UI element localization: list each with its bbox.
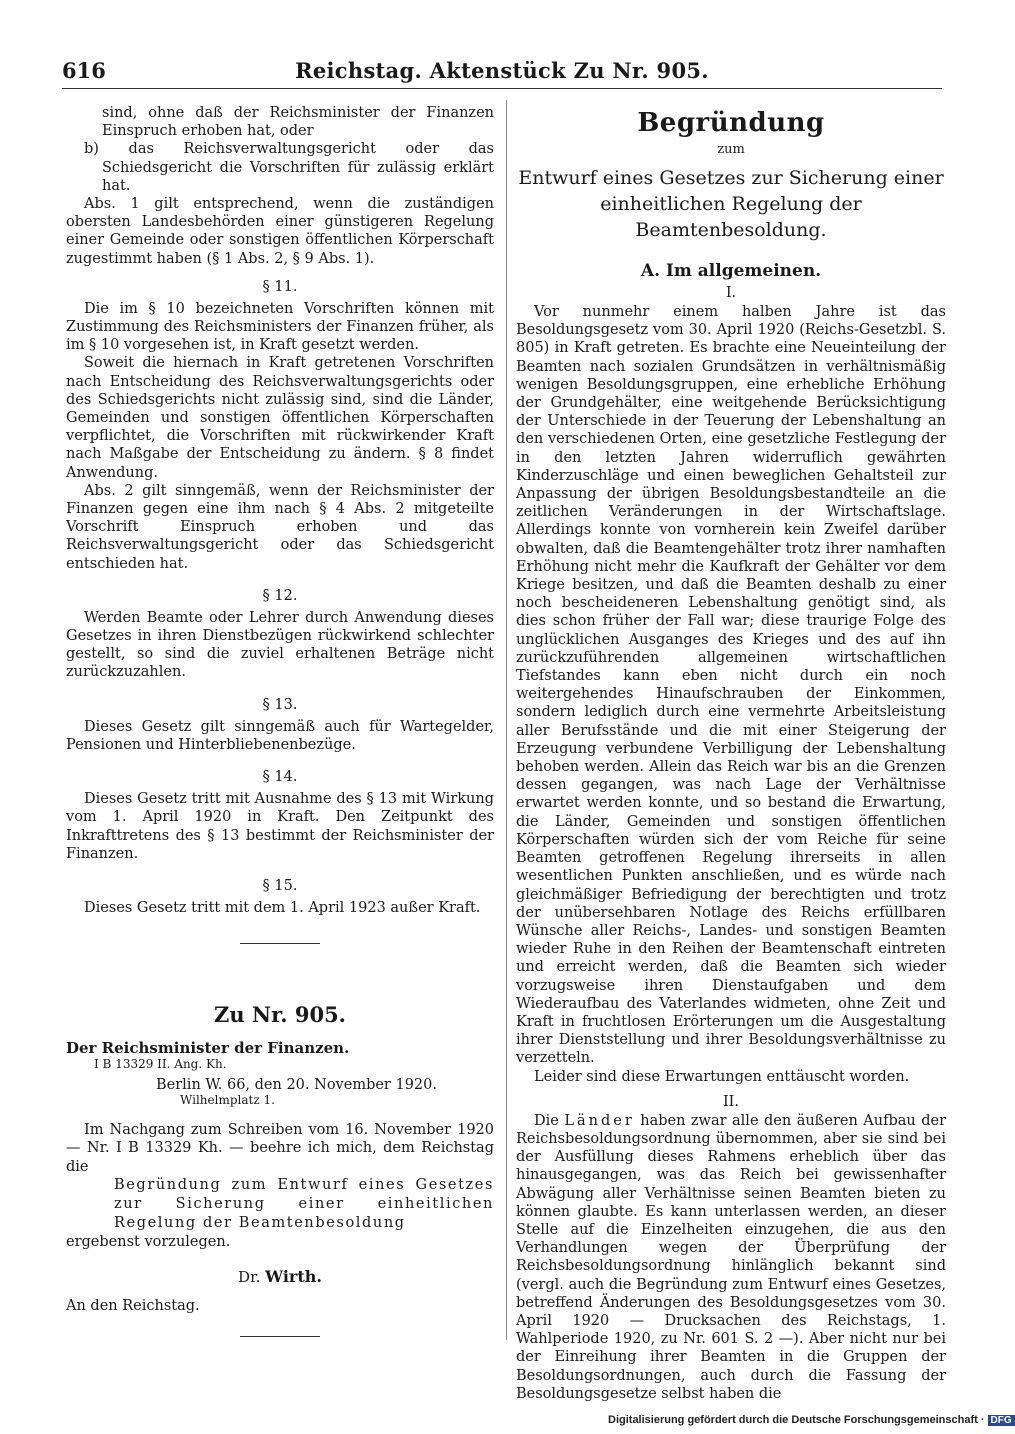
section-11-p1: Die im § 10 bezeichneten Vorschriften können mit Zustimmung des Reichsministers der Finanzen früher, als im § 10 vorgesehen ist, in Kraft gesetzt werden.	[66, 300, 494, 354]
right-paragraph-3	[516, 1112, 946, 1403]
footer-text: Digitalisierung gefördert durch die Deutsche Forschungsgemeinschaft	[608, 1414, 978, 1426]
divider-rule	[240, 943, 320, 944]
section-11-p3: Abs. 2 gilt sinngemäß, wenn der Reichsminister der Finanzen gegen eine ihm nach § 4 Abs. 2 mitgeteilte Vorschrift Einspruch erhoben und das Reichsverwaltungsgericht oder das Schiedsgericht entschieden hat.	[66, 482, 494, 572]
p3-lead: Die	[534, 1112, 559, 1129]
bottom-rule	[240, 1336, 320, 1337]
page-header	[62, 58, 942, 88]
running-head: Reichstag. Aktenstück Zu Nr. 905.	[295, 58, 709, 83]
section-14-p1: Dieses Gesetz tritt mit Ausnahme des § 13 mit Wirkung vom 1. April 1920 in Kraft. Den Zeitpunkt des Inkrafttretens des § 13 bestimmt der Reichsminister der Finanzen.	[66, 791, 494, 862]
dfg-logo: DFG	[988, 1415, 1015, 1426]
right-paragraph-2: Leider sind diese Erwartungen enttäuscht worden.	[534, 1068, 910, 1085]
letter-closing: ergebenst vorzulegen.	[66, 1233, 231, 1250]
continued-paragraph: sind, ohne daß der Reichsminister der Finanzen Einspruch erhoben hat, oder	[102, 105, 494, 140]
p3-spaced-word: Länder	[564, 1112, 635, 1129]
sender-reference: I B 13329 II. Ang. Kh.	[94, 1057, 227, 1072]
section-12-title: § 12.	[262, 587, 298, 604]
section-12-p1: Werden Beamte oder Lehrer durch Anwendung dieses Gesetzes in ihren Dienstbezügen rückwirkend schlechter gestellt, so sind die zuviel erhaltenen Beträge nicht zurückzuzahlen.	[66, 609, 494, 681]
addressee: An den Reichstag.	[66, 1297, 200, 1314]
roman-numeral-1: I.	[725, 285, 737, 301]
letter-paragraph: Im Nachgang zum Schreiben vom 16. November 1920 — Nr. I B 13329 Kh. — beehre ich mich, dem Reichstag die	[66, 1122, 494, 1175]
signature-prefix: Dr.	[238, 1267, 261, 1286]
section-13-title: § 13.	[262, 696, 298, 713]
letter-embedded-title: Begründung zum Entwurf eines Gesetzes zur Sicherung einer einheitlichen Regelung der Beamtenbesoldung	[114, 1176, 494, 1231]
signature-name: Wirth.	[265, 1266, 322, 1286]
footer-credit: Digitalisierung gefördert durch die Deutsche Forschungsgemeinschaft · DFG	[608, 1414, 1015, 1426]
law-title: Entwurf eines Gesetzes zur Sicherung einer einheitlichen Regelung der Beamtenbesoldung.	[518, 167, 944, 241]
place-date: Berlin W. 66, den 20. November 1920.	[156, 1077, 437, 1094]
place-address: Wilhelmplatz 1.	[180, 1093, 275, 1108]
page-number: 616	[62, 58, 106, 83]
document-title: Begründung	[637, 108, 825, 138]
p3-body: haben zwar alle den äußeren Aufbau der Reichsbesoldungsordnung übernommen, aber sie sind bei der Ausfüllung dieses Rahmens erheblich über das hinausgegangen, was das Reich bei gewissenhafter Abwägung aller Verhältnisse seinen Beamten bieten zu können glaubte. Es kann unterlassen werden, an dieser Stelle auf die Einzelheiten einzugehen, die aus den Verhandlungen wegen der Überprüfung der Reichsbesoldungsordnung hinlänglich bekannt sind (vergl. auch die Begründung zum Entwurf eines Gesetzes, betreffend Änderungen des Besoldungsgesetzes vom 30. April 1920 — Drucksachen des Reichstags, 1. Wahlperiode 1920, zu Nr. 601 S. 2 —). Aber nicht nur bei der Einreihung ihrer Beamten in die Gruppen der Besoldungsordnungen, auch durch die Fassung der Besoldungsgesetze selbst haben die	[516, 1112, 946, 1402]
roman-numeral-2: II.	[722, 1093, 740, 1110]
right-column	[516, 104, 946, 1403]
section-15-p1: Dieses Gesetz tritt mit dem 1. April 1923 außer Kraft.	[84, 899, 481, 916]
right-paragraph-1: Vor nunmehr einem halben Jahre ist das Besoldungsgesetz vom 30. April 1920 (Reichs-Gesetzbl. S. 805) in Kraft getreten. Es brachte eine Neueinteilung der Beamten nach sozialen Grundsätzen in verhältnismäßig wenigen Besoldungsgruppen, eine erhebliche Erhöhung der Grundgehälter, eine weitgehende Berücksichtigung der Unterschiede in der Teuerung der Lebenshaltung an den verschiedenen Orten, eine gesetzliche Festlegung der in den letzten Jahren widerruflich gewährten Kinderzuschläge und einen beweglichen Gehaltsteil zur Anpassung der übrigen Besoldungsbestandteile an die zeitlichen Veränderungen in der Wirtschaftslage. Allerdings konnte von vornherein kein Zweifel darüber obwalten, daß die Beamtengehälter trotz ihrer namhaften Erhöhung nicht mehr die Kaufkraft der Gehälter vor dem Kriege besitzen, und daß die Beamten deshalb zu einer noch bescheideneren Lebenshaltung genötigt sind, als dies schon früher der Fall war; diese traurige Folge des unglücklichen Ausganges des Krieges und des auf ihn zurückzuführenden allgemeinen wirtschaftlichen Tiefstandes kann eben nicht durch ein noch weitergehendes Hinaufschrauben der Einkommen, sondern lediglich durch eine vermehrte Arbeitsleistung aller Berufsstände und die mit einer Steigerung der Erzeugung verbundene Verbilligung der Lebenshaltung behoben werden. Allein das Reich war bis an die Grenzen dessen gegangen, was nach Lage der Verhältnisse erwartet werden konnte, und so bestand die Erwartung, die Länder, Gemeinden und sonstigen öffentlichen Körperschaften würden sich der vom Reiche für seine Beamten getroffenen Regelung ihrerseits in allen wesentlichen Punkten anschließen, und es würde nach gleichmäßiger Befriedigung der berechtigten und trotz der unübersehbaren Notlage des Reichs erfüllbaren Wünsche aller Reichs-, Landes- und sonstigen Beamten wieder Ruhe in den Reihen der Beamtenschaft eintreten und erreicht werden, daß die Beamten sich wieder vorzugsweise ihren Dienstaufgaben und dem Wiederaufbau des Vaterlandes widmeten, ohne Zeit und Kraft in fruchtlosen Erörterungen um die Ausgestaltung ihrer Dienststellung und ihrer Besoldungsverhältnisse zu verzetteln.	[516, 304, 946, 1067]
section-11-p2: Soweit die hiernach in Kraft getretenen Vorschriften nach Entscheidung des Reichsverwaltungsgerichts oder des Schiedsgerichts nicht zulässig sind, sind die Länder, Gemeinden und sonstigen öffentlichen Körperschaften verpflichtet, die Vorschriften mit rückwirkender Kraft nach Maßgabe der Entscheidung zu ändern. § 8 findet Anwendung.	[66, 355, 494, 481]
section-11-title: § 11.	[262, 278, 298, 295]
item-b: b) das Reichsverwaltungsgericht oder das Schiedsgericht die Vorschriften für zulässig erklärt hat.	[84, 141, 494, 194]
abs1-paragraph: Abs. 1 gilt entsprechend, wenn die zuständigen obersten Landesbehörden einer günstigeren Regelung einer Gemeinde oder sonstigen öffentlichen Körperschaft zugestimmt haben (§ 1 Abs. 2, § 9 Abs. 1).	[66, 196, 494, 267]
left-column	[66, 104, 494, 1359]
signature	[66, 1267, 494, 1286]
section-14-title: § 14.	[262, 769, 298, 786]
header-rule	[62, 88, 942, 89]
column-divider	[506, 100, 507, 1340]
section-15-title: § 15.	[262, 877, 298, 894]
sender: Der Reichsminister der Finanzen.	[66, 1039, 350, 1058]
section-13-p1: Dieses Gesetz gilt sinngemäß auch für Wartegelder, Pensionen und Hinterbliebenenbezüge.	[66, 718, 494, 753]
zu-nr-heading: Zu Nr. 905.	[213, 1002, 346, 1028]
section-a-heading: A. Im allgemeinen.	[640, 261, 822, 281]
title-connector: zum	[717, 142, 745, 157]
